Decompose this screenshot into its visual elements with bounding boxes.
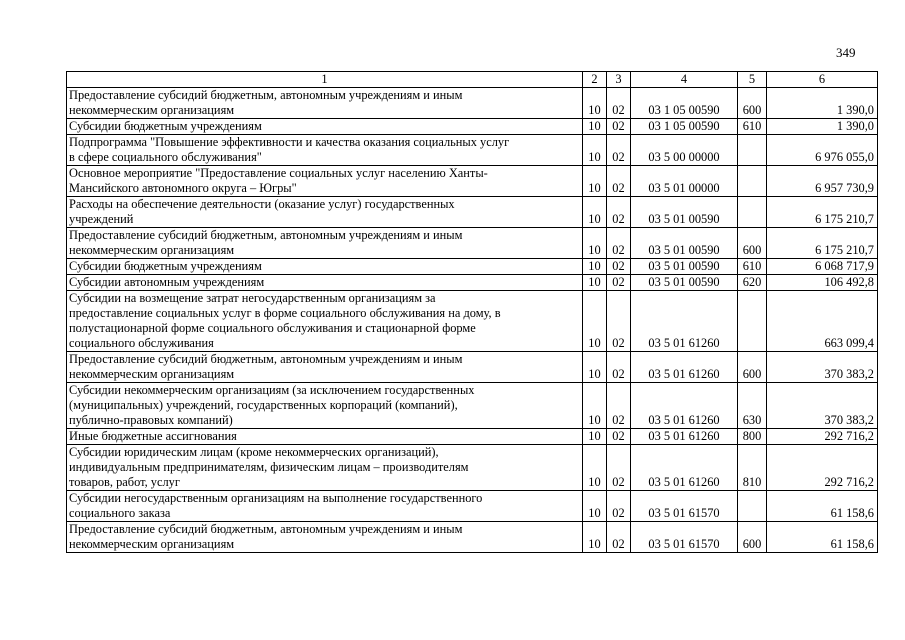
row-subsection-cell: 02 — [607, 119, 631, 135]
table-row — [67, 197, 878, 228]
row-type-cell: 800 — [738, 429, 767, 445]
row-subsection-cell: 02 — [607, 352, 631, 383]
row-name-line: некоммерческим организациям — [69, 367, 235, 381]
row-subsection-cell: 02 — [607, 491, 631, 522]
row-name-line: некоммерческим организациям — [69, 243, 235, 257]
row-type-cell — [738, 166, 767, 197]
row-sum-cell: 6 957 730,9 — [767, 166, 878, 197]
row-name-line: Субсидии на возмещение затрат негосударственным организациям за — [69, 291, 436, 305]
row-section-cell: 10 — [583, 445, 607, 491]
row-name-line: социального заказа — [69, 506, 171, 520]
row-type-cell: 620 — [738, 275, 767, 291]
row-type-cell: 630 — [738, 383, 767, 429]
row-name-line: в сфере социального обслуживания" — [69, 150, 262, 164]
row-section-cell: 10 — [583, 491, 607, 522]
row-name-line: Иные бюджетные ассигнования — [69, 429, 237, 443]
page-number: 349 — [836, 45, 856, 60]
row-name-cell — [67, 429, 583, 445]
row-section-cell: 10 — [583, 197, 607, 228]
row-subsection-cell: 02 — [607, 228, 631, 259]
row-code-cell: 03 5 01 00590 — [631, 228, 738, 259]
row-name-line: Субсидии бюджетным учреждениям — [69, 119, 262, 133]
table-row — [67, 88, 878, 119]
row-subsection-cell: 02 — [607, 291, 631, 352]
header-cell-1: 1 — [67, 72, 583, 88]
table-header-row — [67, 72, 878, 88]
row-name-line: Предоставление субсидий бюджетным, автономным учреждениям и иным — [69, 228, 463, 242]
row-code-cell: 03 5 00 00000 — [631, 135, 738, 166]
row-name-line: Предоставление субсидий бюджетным, автономным учреждениям и иным — [69, 88, 463, 102]
row-section-cell: 10 — [583, 88, 607, 119]
row-type-cell — [738, 291, 767, 352]
row-name-line: Субсидии некоммерческим организациям (за исключением государственных — [69, 383, 475, 397]
table-body — [67, 88, 878, 553]
row-subsection-cell: 02 — [607, 445, 631, 491]
row-type-cell: 600 — [738, 88, 767, 119]
row-section-cell: 10 — [583, 352, 607, 383]
row-name-line: учреждений — [69, 212, 134, 226]
header-cell-3: 3 — [607, 72, 631, 88]
row-name-line: полустационарной форме социального обслуживания и стационарной форме — [69, 321, 476, 335]
row-name-line: Подпрограмма "Повышение эффективности и качества оказания социальных услуг — [69, 135, 510, 149]
row-name-cell — [67, 197, 583, 228]
row-type-cell — [738, 491, 767, 522]
row-section-cell: 10 — [583, 259, 607, 275]
row-name-cell — [67, 259, 583, 275]
header-cell-2: 2 — [583, 72, 607, 88]
row-name-line: Субсидии бюджетным учреждениям — [69, 259, 262, 273]
row-type-cell — [738, 197, 767, 228]
table-row — [67, 522, 878, 553]
row-sum-cell: 292 716,2 — [767, 445, 878, 491]
row-type-cell: 600 — [738, 522, 767, 553]
row-type-cell: 600 — [738, 228, 767, 259]
row-name-line: Мансийского автономного округа – Югры" — [69, 181, 297, 195]
row-type-cell: 810 — [738, 445, 767, 491]
row-name-cell — [67, 522, 583, 553]
row-sum-cell: 370 383,2 — [767, 383, 878, 429]
row-name-line: публично-правовых компаний) — [69, 413, 233, 427]
row-code-cell: 03 5 01 61260 — [631, 429, 738, 445]
row-section-cell: 10 — [583, 522, 607, 553]
row-subsection-cell: 02 — [607, 383, 631, 429]
table-row — [67, 383, 878, 429]
row-name-cell — [67, 166, 583, 197]
table-row — [67, 352, 878, 383]
row-type-cell — [738, 135, 767, 166]
row-sum-cell: 370 383,2 — [767, 352, 878, 383]
row-section-cell: 10 — [583, 166, 607, 197]
row-name-line: Субсидии автономным учреждениям — [69, 275, 265, 289]
row-sum-cell: 6 976 055,0 — [767, 135, 878, 166]
row-name-cell — [67, 291, 583, 352]
row-sum-cell: 1 390,0 — [767, 119, 878, 135]
row-subsection-cell: 02 — [607, 275, 631, 291]
row-section-cell: 10 — [583, 228, 607, 259]
row-subsection-cell: 02 — [607, 522, 631, 553]
table-row — [67, 259, 878, 275]
row-code-cell: 03 5 01 00590 — [631, 197, 738, 228]
row-section-cell: 10 — [583, 429, 607, 445]
row-sum-cell: 6 175 210,7 — [767, 197, 878, 228]
table-row — [67, 445, 878, 491]
row-name-line: Предоставление субсидий бюджетным, автономным учреждениям и иным — [69, 522, 463, 536]
row-name-cell — [67, 119, 583, 135]
row-sum-cell: 1 390,0 — [767, 88, 878, 119]
row-code-cell: 03 5 01 61570 — [631, 491, 738, 522]
table-row — [67, 291, 878, 352]
row-subsection-cell: 02 — [607, 88, 631, 119]
row-name-line: Предоставление субсидий бюджетным, автономным учреждениям и иным — [69, 352, 463, 366]
row-code-cell: 03 5 01 61260 — [631, 352, 738, 383]
row-name-line: индивидуальным предпринимателям, физическим лицам – производителям — [69, 460, 469, 474]
row-subsection-cell: 02 — [607, 429, 631, 445]
row-name-line: Субсидии негосударственным организациям на выполнение государственного — [69, 491, 483, 505]
row-name-line: некоммерческим организациям — [69, 103, 235, 117]
table-row — [67, 491, 878, 522]
table-row — [67, 166, 878, 197]
row-name-line: товаров, работ, услуг — [69, 475, 180, 489]
table-row — [67, 135, 878, 166]
row-section-cell: 10 — [583, 119, 607, 135]
header-cell-4: 4 — [631, 72, 738, 88]
row-name-line: предоставление социальных услуг в форме социального обслуживания на дому, в — [69, 306, 501, 320]
row-code-cell: 03 5 01 61260 — [631, 445, 738, 491]
row-name-cell — [67, 135, 583, 166]
row-subsection-cell: 02 — [607, 166, 631, 197]
row-code-cell: 03 5 01 00590 — [631, 275, 738, 291]
header-cell-5: 5 — [738, 72, 767, 88]
row-code-cell: 03 1 05 00590 — [631, 119, 738, 135]
row-sum-cell: 61 158,6 — [767, 491, 878, 522]
row-name-cell — [67, 352, 583, 383]
row-section-cell: 10 — [583, 291, 607, 352]
row-sum-cell: 292 716,2 — [767, 429, 878, 445]
row-name-line: Субсидии юридическим лицам (кроме некоммерческих организаций), — [69, 445, 439, 459]
row-sum-cell: 663 099,4 — [767, 291, 878, 352]
row-name-cell — [67, 445, 583, 491]
row-name-cell — [67, 228, 583, 259]
row-sum-cell: 61 158,6 — [767, 522, 878, 553]
budget-table — [66, 71, 878, 553]
row-name-cell — [67, 88, 583, 119]
table-row — [67, 429, 878, 445]
row-section-cell: 10 — [583, 275, 607, 291]
row-name-line: Расходы на обеспечение деятельности (оказание услуг) государственных — [69, 197, 455, 211]
row-name-cell — [67, 275, 583, 291]
row-subsection-cell: 02 — [607, 197, 631, 228]
row-code-cell: 03 5 01 61570 — [631, 522, 738, 553]
table-row — [67, 275, 878, 291]
row-name-line: некоммерческим организациям — [69, 537, 235, 551]
row-sum-cell: 6 175 210,7 — [767, 228, 878, 259]
row-name-cell — [67, 491, 583, 522]
header-cell-6: 6 — [767, 72, 878, 88]
row-type-cell: 600 — [738, 352, 767, 383]
table-row — [67, 119, 878, 135]
row-code-cell: 03 5 01 61260 — [631, 291, 738, 352]
row-type-cell: 610 — [738, 259, 767, 275]
row-name-line: Основное мероприятие "Предоставление социальных услуг населению Ханты- — [69, 166, 488, 180]
row-code-cell: 03 5 01 00000 — [631, 166, 738, 197]
row-section-cell: 10 — [583, 135, 607, 166]
row-subsection-cell: 02 — [607, 135, 631, 166]
row-code-cell: 03 5 01 61260 — [631, 383, 738, 429]
row-sum-cell: 106 492,8 — [767, 275, 878, 291]
row-name-cell — [67, 383, 583, 429]
row-code-cell: 03 5 01 00590 — [631, 259, 738, 275]
row-name-line: социального обслуживания — [69, 336, 214, 350]
row-name-line: (муниципальных) учреждений, государственных корпораций (компаний), — [69, 398, 458, 412]
row-section-cell: 10 — [583, 383, 607, 429]
row-type-cell: 610 — [738, 119, 767, 135]
row-sum-cell: 6 068 717,9 — [767, 259, 878, 275]
table-row — [67, 228, 878, 259]
row-subsection-cell: 02 — [607, 259, 631, 275]
row-code-cell: 03 1 05 00590 — [631, 88, 738, 119]
